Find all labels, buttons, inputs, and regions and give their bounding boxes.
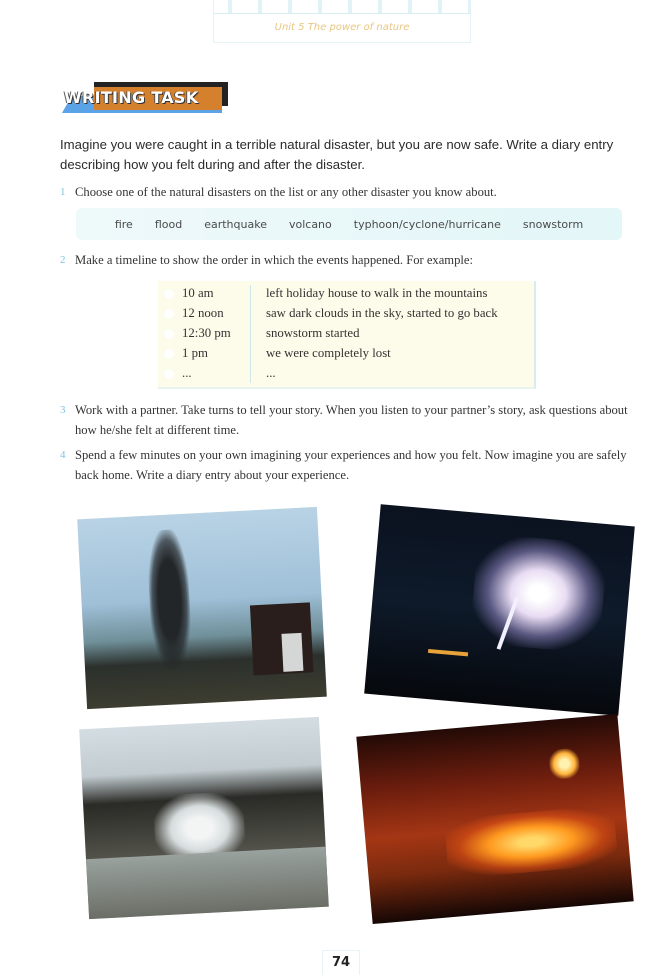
bullet-icon bbox=[164, 329, 174, 339]
step-4 bbox=[60, 445, 632, 485]
bullet-icon bbox=[164, 309, 174, 319]
timeline-row bbox=[158, 284, 534, 304]
word-typhoon: typhoon/cyclone/hurricane bbox=[353, 217, 501, 231]
step-text: Work with a partner. Take turns to tell your story. When you listen to your partner’s story, ask questions about how he/she felt at different time. bbox=[75, 403, 628, 437]
step-number: 4 bbox=[60, 449, 66, 461]
lightning-glow bbox=[469, 533, 608, 654]
timeline-time: 12:30 pm bbox=[182, 326, 231, 340]
word-flood: flood bbox=[154, 217, 183, 231]
timeline-row bbox=[158, 304, 534, 324]
step-1 bbox=[60, 182, 632, 202]
unit-title: Unit 5 The power of nature bbox=[274, 22, 410, 33]
storm-wave-photo bbox=[79, 717, 329, 919]
word-fire: fire bbox=[114, 217, 133, 231]
step-text: Make a timeline to show the order in which the events happened. For example: bbox=[75, 253, 473, 267]
bullet-icon bbox=[164, 349, 174, 359]
building-wall bbox=[281, 633, 303, 672]
unit-header bbox=[213, 0, 471, 43]
timeline-event: left holiday house to walk in the mountains bbox=[266, 286, 488, 300]
word-snowstorm: snowstorm bbox=[522, 217, 584, 231]
timeline-event: saw dark clouds in the sky, started to go back bbox=[266, 306, 498, 320]
tornado-photo bbox=[77, 507, 327, 709]
timeline-row bbox=[158, 364, 534, 384]
forest-fire-photo bbox=[356, 714, 633, 924]
bullet-icon bbox=[164, 369, 174, 379]
header-decoration bbox=[214, 0, 470, 14]
writing-task-banner bbox=[60, 82, 230, 114]
disaster-word-list bbox=[76, 208, 622, 240]
timeline-row bbox=[158, 324, 534, 344]
lightning-photo bbox=[364, 504, 635, 716]
timeline-event: we were completely lost bbox=[266, 346, 391, 360]
banner-label: WRITING TASK bbox=[64, 88, 199, 107]
timeline-event: snowstorm started bbox=[266, 326, 360, 340]
step-number: 3 bbox=[60, 404, 66, 416]
step-2 bbox=[60, 250, 632, 270]
fire-flames bbox=[444, 805, 619, 880]
fire-hotspot bbox=[548, 747, 581, 780]
step-number: 1 bbox=[60, 186, 66, 198]
tornado-funnel bbox=[146, 529, 193, 671]
word-earthquake: earthquake bbox=[204, 217, 267, 231]
step-number: 2 bbox=[60, 254, 66, 266]
timeline-time: 10 am bbox=[182, 286, 214, 300]
step-text: Choose one of the natural disasters on the list or any other disaster you know about. bbox=[75, 185, 497, 199]
rough-sea bbox=[86, 847, 329, 919]
example-timeline bbox=[158, 281, 536, 389]
page-number: 74 bbox=[322, 950, 360, 975]
bullet-icon bbox=[164, 289, 174, 299]
word-volcano: volcano bbox=[288, 217, 332, 231]
car-lights bbox=[428, 649, 468, 656]
timeline-time: 1 pm bbox=[182, 346, 208, 360]
timeline-time: ... bbox=[182, 366, 192, 380]
timeline-time: 12 noon bbox=[182, 306, 224, 320]
step-text: Spend a few minutes on your own imagining your experiences and how you felt. Now imagine you are safely back home. Write a diary entry about your experience. bbox=[75, 448, 627, 482]
intro-paragraph: Imagine you were caught in a terrible natural disaster, but you are now safe. Write a diary entry describing how you felt during and after the disaster. bbox=[60, 137, 614, 172]
timeline-event: ... bbox=[266, 366, 276, 380]
timeline-row bbox=[158, 344, 534, 364]
step-3 bbox=[60, 400, 632, 440]
